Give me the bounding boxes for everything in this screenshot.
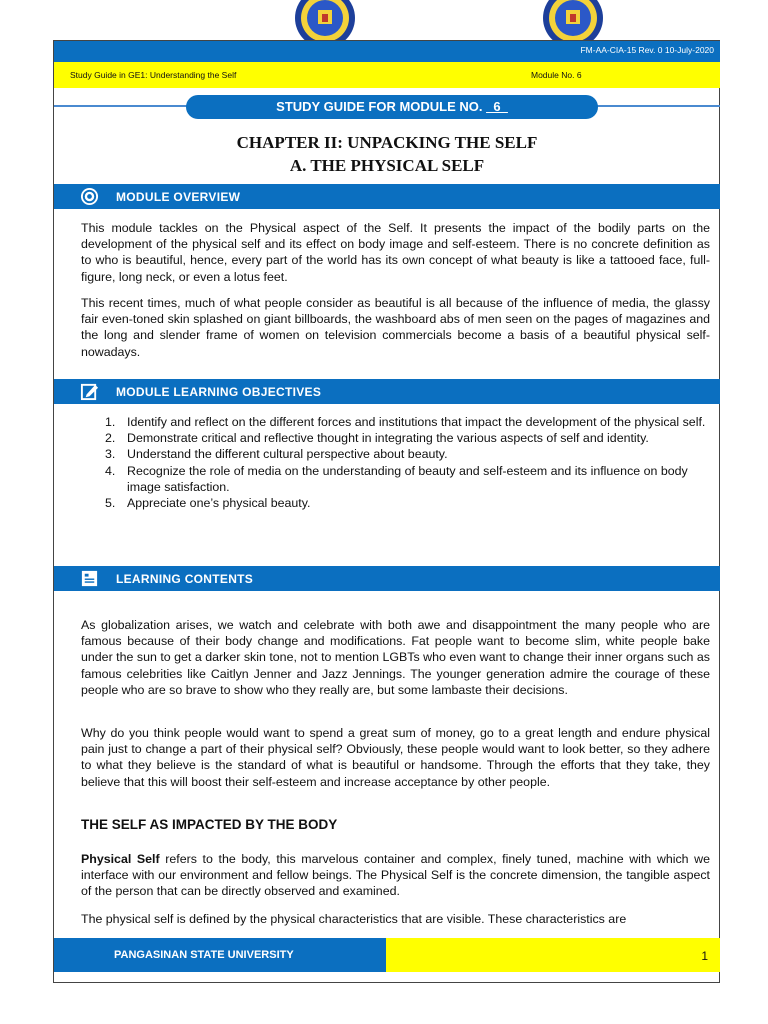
document-code: FM-AA-CIA-15 Rev. 0 10-July-2020 [580,45,714,55]
document-code-bar [54,41,720,62]
document-icon [80,569,99,588]
list-text: Recognize the role of media on the understanding of beauty and self-esteem and its influence on body image satisfaction. [127,463,688,494]
contents-paragraph-2: Why do you think people would want to spend a great sum of money, go to a great length and endure physical pain just to change a part of their physical self? Obviously, these people would want to look better, so they adhere to what they believe is the standard of what is beautiful or handsome. Through the efforts that they take, they believe that this will boost their self-esteem and increase acceptance by other people. [81,726,710,789]
list-item [81,414,710,430]
list-text: Identify and reflect on the different forces and institutions that impact the development of the physical self. [127,415,706,429]
university-name: PANGASINAN STATE UNIVERSITY [114,949,294,961]
footer-page-bar [386,938,720,972]
course-title: Study Guide in GE1: Understanding the Self [70,70,237,80]
overview-paragraph-1: This module tackles on the Physical aspect of the Self. It presents the impact of the bodily parts on the development of the physical self and its effect on body image and self-esteem. There is no concrete definition as to who is beautiful, hence, every part of the world has its own concept of what beauty is like a tattooed face, full-figure, long neck, or even a lotus feet. [81,221,710,284]
list-text: Demonstrate critical and reflective thought in integrating the various aspects of self and identity. [127,431,649,446]
objectives-list [81,414,710,511]
chapter-subtitle: A. THE PHYSICAL SELF [289,156,485,175]
page-frame [53,40,720,983]
course-bar [54,62,720,88]
chapter-title: CHAPTER II: UNPACKING THE SELF [236,133,538,152]
list-number: 3. [105,447,116,462]
list-text: Appreciate one’s physical beauty. [127,496,311,511]
list-item [81,430,710,446]
term-physical-self: Physical Self [81,852,160,866]
study-guide-prefix: STUDY GUIDE FOR MODULE NO. [276,99,487,114]
study-guide-banner [186,95,598,119]
module-overview-bar [54,184,720,209]
target-icon [80,187,99,206]
list-number: 2. [105,431,116,446]
list-number: 5. [105,496,116,511]
study-guide-number: _6_ [486,99,508,114]
learning-contents-heading: LEARNING CONTENTS [116,572,254,586]
contents-paragraph-1: As globalization arises, we watch and celebrate with both awe and disappointment the many people who are famous because of their body change and modifications. Fat people want to become slim, white people bake under the sun to get a darker skin tone, not to mention LGBTs who even want to change their inner organs such as famous celebrities like Caitlyn Jenner and Jazz Jennings. The younger generation admire the courage of these people who are so brave to show who they really are, but some lambaste their decisions. [81,618,710,697]
contents-paragraph-4: The physical self is defined by the physical characteristics that are visible. These characteristics are [81,912,627,926]
module-label: Module No. 6 [531,70,582,80]
term-definition: refers to the body, this marvelous container and complex, finely tuned, machine with which we interface with our environment and fellow beings. The Physical Self is the concrete dimension, the tangible aspect of the person that can be directly observed and examined. [81,852,711,899]
list-text: Understand the different cultural perspective about beauty. [127,447,448,462]
overview-paragraph-2: This recent times, much of what people consider as beautiful is all because of the influence of media, the glassy fair even-toned skin splashed on giant billboards, the washboard abs of men seen on the pages of magazines and the long and slender frame of women on television commercials become a basis of a beautiful physical self-nowadays. [81,296,710,359]
learning-objectives-heading: MODULE LEARNING OBJECTIVES [116,385,322,399]
list-item [81,463,710,495]
list-item [81,446,710,462]
module-overview-heading: MODULE OVERVIEW [116,190,241,204]
edit-icon [80,382,99,401]
list-number: 1. [105,415,116,429]
list-item [81,495,710,511]
footer-university-bar [54,938,386,972]
section-subheading: THE SELF AS IMPACTED BY THE BODY [81,817,338,832]
learning-contents-bar [54,566,720,591]
learning-objectives-bar [54,379,720,404]
page-number: 1 [701,949,708,963]
contents-paragraph-3 [81,851,710,900]
list-number: 4. [105,463,116,478]
